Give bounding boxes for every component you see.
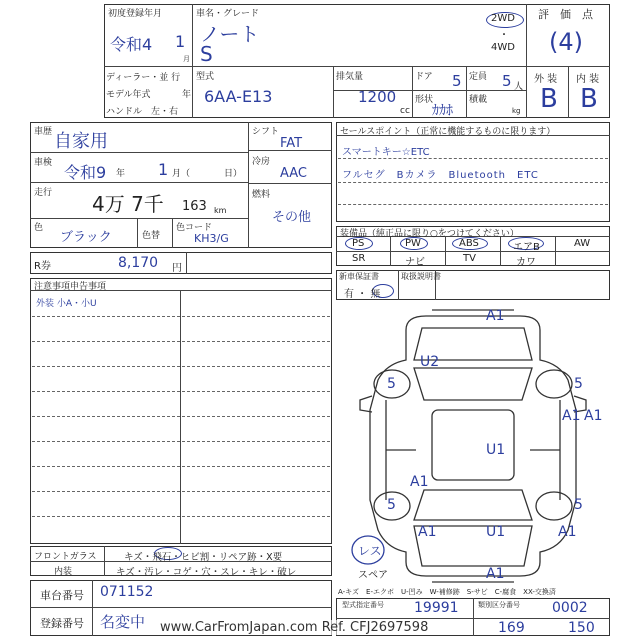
recycle-unit: 円 — [172, 263, 182, 274]
cc-unit: cc — [400, 106, 410, 116]
ac: AAC — [280, 166, 307, 181]
reg-number-label: 登録番号 — [40, 617, 84, 630]
equip-pw: PW — [405, 238, 421, 249]
mark-wheel-rr: 5 — [574, 497, 583, 513]
exterior-grade: B — [540, 84, 558, 114]
type-code-label: 型式指定番号 — [342, 601, 384, 609]
drive-dot: ・ — [499, 30, 509, 41]
recycle-amount: 8,170 — [118, 255, 159, 271]
equip-sr: SR — [352, 253, 366, 264]
header-block — [104, 4, 610, 118]
fuel: その他 — [272, 210, 312, 225]
glass-options: キズ・飛石・ヒビ割・リペア跡・X要 — [124, 552, 283, 563]
first-reg-era: 令和4 — [110, 35, 153, 54]
mark-roof: U1 — [486, 442, 506, 458]
warranty-value: 有 ・ 無 — [344, 289, 381, 300]
repaint-label: 色替 — [142, 231, 161, 241]
shape: ｶｶﾎ — [432, 103, 453, 119]
mark-wheel-fr: 5 — [574, 376, 583, 392]
equipment-label: 装備品（純正品に限り○をつけてください） — [340, 229, 519, 239]
length: 169 — [498, 620, 525, 636]
mark-rear-right: A1 — [558, 524, 577, 540]
capacity: 5 — [502, 72, 512, 90]
equip-leather: カワ — [516, 257, 536, 268]
grade: S — [200, 42, 213, 66]
notes-line1: 外装 小A・小U — [36, 299, 97, 309]
month-unit: 月 — [183, 55, 190, 63]
car-name: ノート — [200, 22, 260, 46]
score: (4) — [549, 28, 583, 56]
notes-label: 注意事項申告事項 — [34, 282, 107, 292]
color-code: KH3/G — [194, 232, 229, 245]
mark-rear: A1 — [486, 566, 505, 582]
drive-2wd: 2WD — [491, 13, 515, 24]
model-code: 6AA-E13 — [204, 87, 273, 106]
handle-label: ハンドル 左・右 — [106, 107, 179, 117]
mileage-km: 163 — [182, 199, 207, 214]
sales-point-line2: フルセグ Bカメラ Bluetooth ETC — [342, 170, 539, 181]
color-code-label: 色コード — [176, 223, 213, 233]
mark-trunk: U1 — [486, 524, 506, 540]
shift-label: シフト — [252, 127, 280, 137]
equip-ps: PS — [352, 238, 365, 249]
interior-label: 内装 — [54, 567, 73, 577]
manual-label: 取扱説明書 — [401, 272, 441, 281]
equip-airbag: エアB — [513, 242, 540, 253]
year-unit: 年 — [182, 90, 192, 100]
inspection-month: 1 — [158, 160, 169, 179]
category-label: 車歴 — [34, 127, 53, 137]
displacement: 1200 — [358, 88, 397, 106]
first-reg-label: 初度登録年月 — [108, 9, 163, 19]
notes-block — [30, 278, 332, 544]
category: 自家用 — [54, 131, 108, 152]
reg-number: 名変中 — [100, 613, 146, 631]
ac-label: 冷房 — [252, 157, 271, 167]
person-unit: 人 — [514, 82, 524, 92]
mileage-label: 走行 — [34, 188, 53, 198]
diagram-legend: A-キズ E-エクボ U-凹み W-補修跡 S-サビ C-腐食 XX-交換済 — [338, 588, 556, 596]
equip-tv: TV — [463, 253, 476, 264]
fuel-label: 燃料 — [252, 190, 271, 200]
exterior-label: 外 装 — [534, 74, 558, 85]
interior-label: 内 装 — [576, 74, 600, 85]
mark-rear-left: A1 — [418, 524, 437, 540]
interior-grade: B — [580, 84, 598, 114]
km-unit: km — [214, 206, 227, 215]
drive-4wd: 4WD — [491, 42, 515, 53]
type-code: 19991 — [414, 600, 459, 616]
inspection-era: 令和9 — [64, 163, 107, 182]
interior-options: キズ・汚レ・コゲ・穴・スレ・キレ・破レ — [116, 567, 297, 578]
car-number: 071152 — [100, 584, 154, 600]
model-year-label: モデル年式 — [106, 90, 151, 100]
color: ブラック — [60, 230, 112, 245]
recycle-label: R券 — [34, 261, 51, 272]
class-code-label: 類別区分番号 — [478, 601, 520, 609]
inspection-year-unit: 年 — [116, 169, 126, 179]
warranty-label: 新車保証書 — [339, 272, 379, 281]
mark-spare-tire: レス — [358, 544, 382, 558]
spare-label: スペア — [358, 570, 388, 581]
mark-right-a1b: A1 — [584, 408, 603, 424]
sales-points-label: セールスポイント（正常に機能するものに限ります） — [340, 127, 556, 137]
glass-label: フロントガラス — [34, 552, 97, 562]
car-number-label: 車台番号 — [40, 589, 84, 602]
mark-left-a1: A1 — [410, 474, 429, 490]
sales-point-line1: スマートキー☆ETC — [342, 147, 430, 158]
equip-navi: ナビ — [405, 257, 425, 268]
score-label: 評 価 点 — [538, 8, 593, 21]
mark-front-left: U2 — [420, 354, 440, 370]
door-label: ドア — [415, 72, 433, 82]
type-label: 型式 — [196, 72, 215, 82]
shape-label: 形状 — [415, 95, 434, 105]
doors: 5 — [452, 72, 462, 90]
load-label: 積載 — [469, 95, 488, 105]
day-paren: 日） — [224, 169, 243, 179]
first-reg-month: 1 — [175, 32, 186, 51]
width: 150 — [568, 620, 595, 636]
mileage-handwritten: 4万 7千 — [92, 192, 164, 216]
mark-front: A1 — [486, 308, 505, 324]
shift: FAT — [280, 136, 303, 151]
inspection-label: 車検 — [34, 158, 53, 168]
color-label: 色 — [34, 223, 44, 233]
month-paren: 月（ — [172, 169, 191, 179]
displacement-label: 排気量 — [336, 72, 364, 82]
dealer-label: ディーラー・並 行 — [106, 73, 181, 83]
mark-wheel-rl: 5 — [387, 497, 396, 513]
kg-unit: kg — [512, 107, 521, 115]
equip-aw: AW — [574, 238, 591, 249]
mark-right-a1a: A1 — [562, 408, 581, 424]
capacity-label: 定員 — [469, 72, 488, 82]
equip-abs: ABS — [459, 238, 479, 249]
name-label: 車名・グレード — [196, 9, 260, 19]
watermark: www.CarFromJapan.com Ref. CFJ2697598 — [160, 620, 429, 635]
class-code: 0002 — [552, 600, 588, 616]
mark-wheel-fl: 5 — [387, 376, 396, 392]
